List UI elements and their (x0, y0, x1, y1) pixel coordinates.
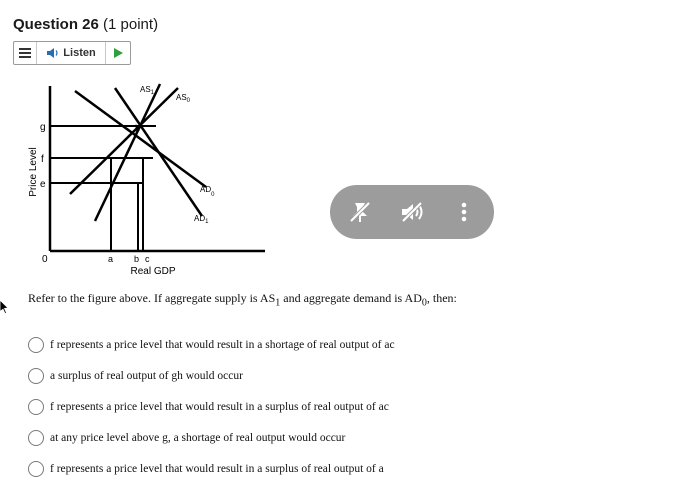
answer-label: f represents a price level that would result in a shortage of real output of ac (50, 338, 395, 351)
radio-button[interactable] (28, 461, 44, 477)
point-h-label: h (135, 123, 141, 133)
as0-label: $AS_0$ (176, 93, 191, 104)
answer-options (28, 329, 395, 484)
question-points: (1 point) (103, 16, 159, 33)
answer-option[interactable] (28, 391, 395, 422)
ad1-label: $AD_1$ (194, 214, 209, 225)
origin-label: 0 (42, 254, 48, 265)
answer-label: f represents a price level that would result in a surplus of real output of ac (50, 400, 389, 413)
mute-icon[interactable] (398, 198, 426, 226)
listen-toolbar (13, 41, 131, 65)
menu-icon[interactable] (14, 42, 37, 64)
x-tick-a: a (108, 254, 114, 264)
media-control-overlay (330, 185, 494, 239)
ad0-label: $AD_0$ (200, 185, 215, 198)
listen-label: Listen (63, 47, 96, 59)
x-axis-label: Real GDP (130, 266, 176, 277)
as-ad-graph (20, 76, 280, 284)
speaker-icon (46, 47, 60, 59)
listen-button[interactable] (37, 42, 106, 64)
answer-label: f represents a price level that would result in a surplus of real output of a (50, 462, 384, 475)
x-tick-b: b (134, 254, 140, 264)
x-tick-c: c (145, 254, 150, 264)
answer-option[interactable] (28, 360, 395, 391)
play-button[interactable] (106, 42, 130, 64)
more-options-icon[interactable] (450, 198, 478, 226)
question-title (13, 16, 158, 33)
answer-label: a surplus of real output of gh would occur (50, 369, 243, 382)
answer-option[interactable] (28, 422, 395, 453)
as1-label: $AS_1$ (140, 85, 155, 96)
radio-button[interactable] (28, 368, 44, 384)
y-axis-label: Price Level (28, 147, 39, 197)
play-icon (114, 48, 123, 58)
answer-option[interactable] (28, 453, 395, 484)
question-prompt: Refer to the figure above. If aggregate supply is $AS_1$ and aggregate demand is $AD_0$, then: (28, 291, 457, 309)
y-tick-f: f (41, 154, 44, 165)
mouse-cursor-icon (0, 300, 10, 316)
radio-button[interactable] (28, 337, 44, 353)
radio-button[interactable] (28, 430, 44, 446)
ad0-curve (75, 91, 206, 187)
radio-button[interactable] (28, 399, 44, 415)
answer-label: at any price level above g, a shortage of real output would occur (50, 431, 346, 444)
y-tick-e: e (40, 179, 46, 190)
y-tick-g: g (40, 122, 46, 133)
answer-option[interactable] (28, 329, 395, 360)
question-number: Question 26 (13, 16, 99, 33)
as0-curve (70, 88, 178, 194)
unpin-icon[interactable] (346, 198, 374, 226)
